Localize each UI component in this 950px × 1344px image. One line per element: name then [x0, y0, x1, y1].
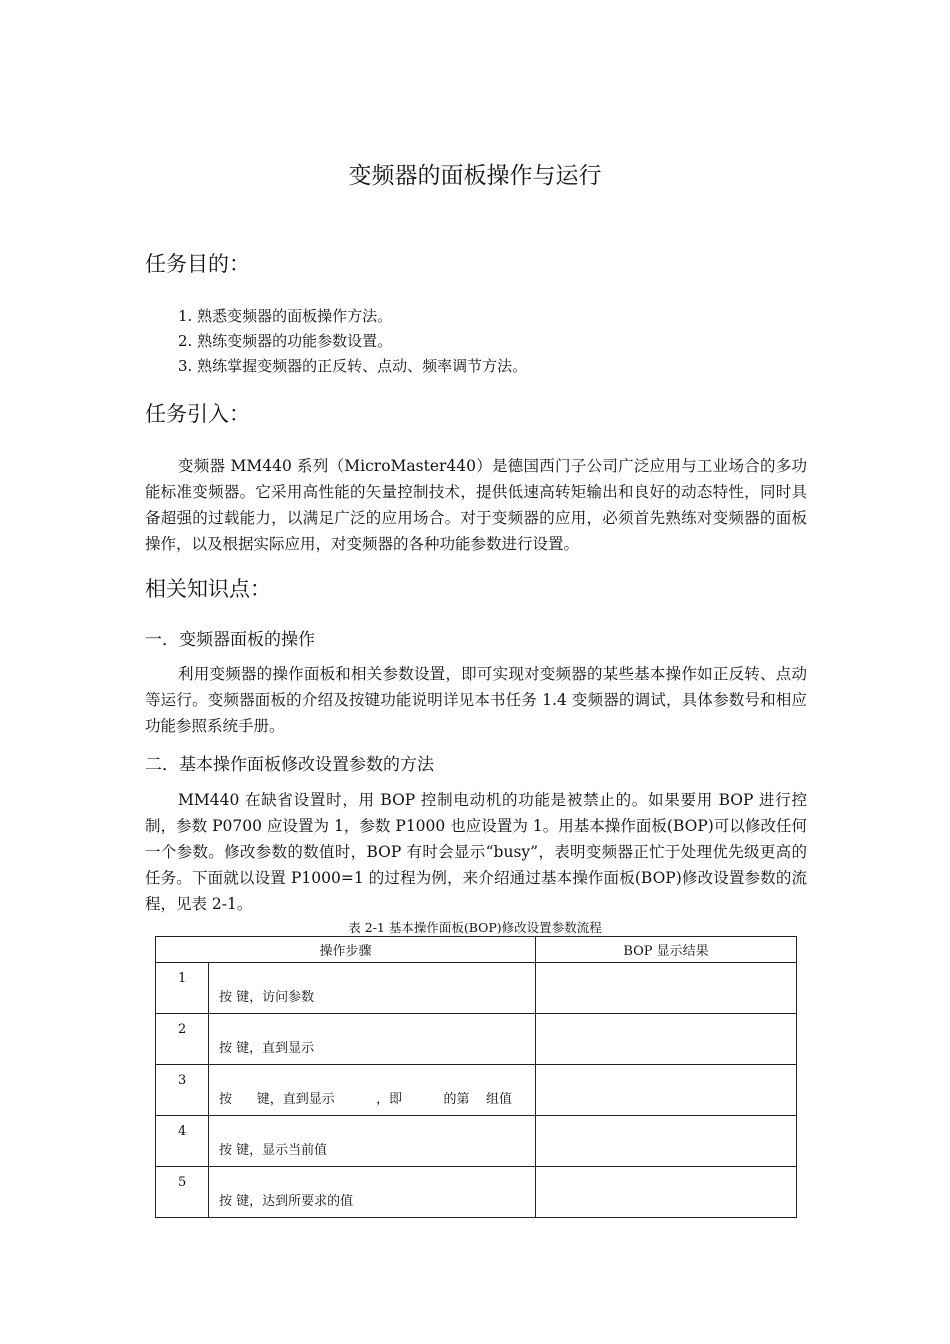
page-title: 变频器的面板操作与运行 — [348, 163, 602, 189]
panel-paragraph: 利用变频器的操作面板和相关参数设置，即可实现对变频器的某些基本操作如正反转、点动等运行。变频器面板的介绍及按键功能说明详见本书任务 1.4 变频器的调试，具体参数号和相应功能参照系统手册。 — [145, 665, 807, 735]
section-heading-intro: 任务引入： — [145, 402, 250, 426]
step-text: 按 键，显示当前值 — [209, 1116, 536, 1167]
step-result — [536, 1014, 797, 1065]
list-item: 1. 熟悉变频器的面板操作方法。 — [178, 307, 393, 325]
subsection-heading-bop: 二．基本操作面板修改设置参数的方法 — [145, 755, 434, 775]
table-row — [156, 1116, 797, 1167]
step-number: 1 — [156, 963, 209, 1014]
step-result — [536, 1167, 797, 1218]
step-text: 按 键，访问参数 — [209, 963, 536, 1014]
table-row — [156, 1167, 797, 1218]
step-result — [536, 1065, 797, 1116]
list-item: 3. 熟练掌握变频器的正反转、点动、频率调节方法。 — [178, 357, 528, 375]
step-number: 3 — [156, 1065, 209, 1116]
subsection-heading-panel: 一．变频器面板的操作 — [145, 630, 315, 650]
table-row — [156, 1065, 797, 1116]
table-header-row — [156, 937, 797, 963]
step-text: 按 键，直到显示 — [209, 1014, 536, 1065]
step-result — [536, 963, 797, 1014]
step-result — [536, 1116, 797, 1167]
step-text: 按 键，达到所要求的值 — [209, 1167, 536, 1218]
table-caption: 表 2-1 基本操作面板(BOP)修改设置参数流程 — [348, 920, 602, 935]
section-heading-objectives: 任务目的： — [145, 252, 250, 276]
table-row — [156, 963, 797, 1014]
header-steps: 操作步骤 — [156, 937, 536, 963]
step-number: 4 — [156, 1116, 209, 1167]
step-text: 按 键，直到显示 ，即 的第 组值 — [209, 1065, 536, 1116]
bop-steps-table — [155, 936, 797, 1218]
step-number: 2 — [156, 1014, 209, 1065]
intro-paragraph: 变频器 MM440 系列（MicroMaster440）是德国西门子公司广泛应用与工业场合的多功能标准变频器。它采用高性能的矢量控制技术，提供低速高转矩输出和良好的动态特性，同时具备超强的过载能力，以满足广泛的应用场合。对于变频器的应用，必须首先熟练对变频器的面板操作，以及根据实际应用，对变频器的各种功能参数进行设置。 — [145, 457, 807, 553]
list-item: 2. 熟练变频器的功能参数设置。 — [178, 332, 393, 350]
section-heading-knowledge: 相关知识点： — [145, 577, 271, 601]
header-result: BOP 显示结果 — [536, 937, 797, 963]
table-row — [156, 1014, 797, 1065]
step-number: 5 — [156, 1167, 209, 1218]
bop-paragraph: MM440 在缺省设置时，用 BOP 控制电动机的功能是被禁止的。如果要用 BOP 进行控制，参数 P0700 应设置为 1，参数 P1000 也应设置为 1。用基本操作面板(BOP)可以修改任何一个参数。修改参数的数值时，BOP 有时会显示“busy”，表明变频器正忙于处理优先级更高的任务。下面就以设置 P1000=1 的过程为例，来介绍通过基本操作面板(BOP)修改设置参数的流程，见表 2-1。 — [145, 791, 807, 913]
